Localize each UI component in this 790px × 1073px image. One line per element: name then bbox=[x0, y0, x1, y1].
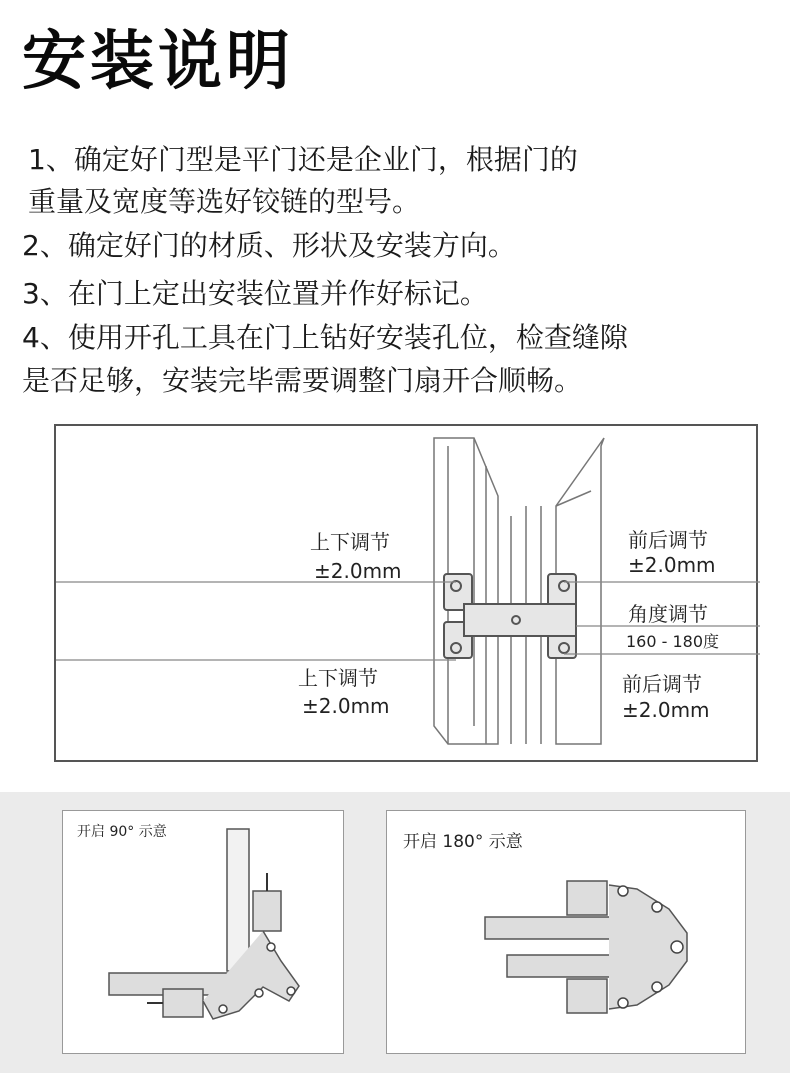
open-90-panel bbox=[62, 810, 344, 1054]
hinge-adjustment-diagram bbox=[54, 424, 758, 762]
step-3: 3、在门上定出安装位置并作好标记。 bbox=[22, 277, 488, 310]
angle-adjust-value: 160 - 180度 bbox=[626, 632, 720, 651]
step-1-line-1: 1、确定好门型是平门还是企业门，根据门的 bbox=[28, 143, 578, 176]
step-2: 2、确定好门的材质、形状及安装方向。 bbox=[22, 229, 516, 262]
open-90-title: 开启 90° 示意 bbox=[77, 824, 167, 840]
page-title: 安装说明 bbox=[22, 25, 294, 99]
left-bottom-adjust-value: ±2.0mm bbox=[302, 694, 390, 718]
left-top-adjust-label: 上下调节 bbox=[310, 530, 390, 554]
right-top-adjust-label: 前后调节 bbox=[628, 528, 708, 552]
step-1-line-2: 重量及宽度等选好铰链的型号。 bbox=[28, 185, 421, 218]
left-bottom-adjust-label: 上下调节 bbox=[298, 666, 378, 690]
open-180-panel bbox=[386, 810, 746, 1054]
angle-adjust-label: 角度调节 bbox=[628, 602, 708, 626]
right-bottom-adjust-label: 前后调节 bbox=[622, 672, 702, 696]
right-top-adjust-value: ±2.0mm bbox=[628, 553, 716, 577]
right-bottom-adjust-value: ±2.0mm bbox=[622, 698, 710, 722]
left-top-adjust-value: ±2.0mm bbox=[314, 559, 402, 583]
step-4-line-1: 4、使用开孔工具在门上钻好安装孔位，检查缝隙 bbox=[22, 321, 628, 354]
open-180-title: 开启 180° 示意 bbox=[403, 832, 523, 852]
open-90-drawing bbox=[63, 811, 345, 1055]
open-180-drawing bbox=[387, 811, 747, 1055]
step-4-line-2: 是否足够，安装完毕需要调整门扇开合顺畅。 bbox=[22, 364, 583, 397]
